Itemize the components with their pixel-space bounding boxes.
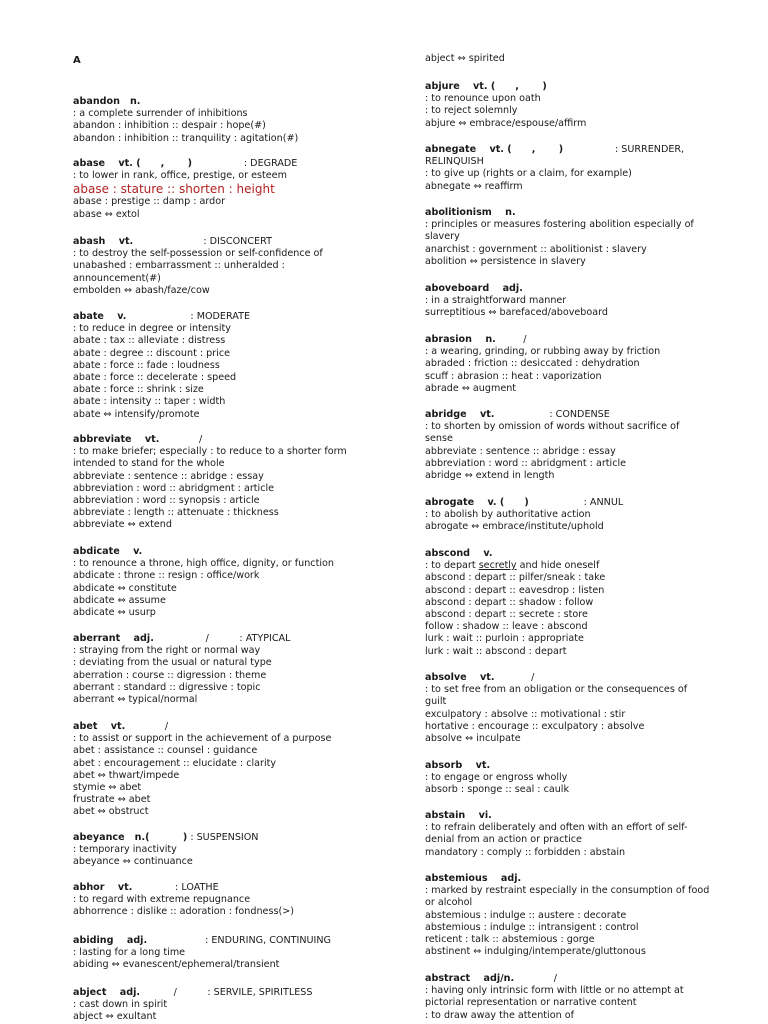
analogy-line: embolden ⇔ abash/faze/cow — [73, 284, 210, 296]
analogy-line: abiding ⇔ evanescent/ephemeral/transient — [73, 959, 280, 971]
headword: abase vt. ( , ) — [73, 158, 193, 169]
definition-line: : having only intrinsic form with little or no attempt at — [425, 985, 684, 997]
analogy-line: abscond : depart :: pilfer/sneak : take — [425, 572, 606, 584]
headword: abbreviate vt. — [73, 434, 160, 445]
analogy-line: denial from an action or practice — [425, 834, 582, 846]
analogy-line: anarchist : government :: abolitionist : slavery — [425, 243, 647, 255]
definition-line: : to engage or engross wholly — [425, 772, 568, 784]
definition-line: : lasting for a long time — [73, 947, 186, 959]
analogy-line: abet : encouragement :: elucidate : clarity — [73, 757, 277, 769]
analogy-line: abbreviation : word :: abridgment : article — [425, 457, 627, 469]
analogy-line: abase : prestige :: damp : ardor — [73, 196, 226, 208]
synonym-tag: : DISCONCERT — [133, 236, 272, 247]
headword: abolitionism n. — [425, 207, 516, 218]
analogy-line: abdicate ⇔ constitute — [73, 582, 177, 594]
definition-line: : to set free from an obligation or the consequences of — [425, 684, 688, 696]
analogy-line: abate : force :: fade : loudness — [73, 359, 220, 371]
synonym-tag: : LOATHE — [132, 882, 219, 893]
analogy-line: abase ⇔ extol — [73, 208, 140, 220]
definition-line: : temporary inactivity — [73, 844, 177, 856]
entry-left-3 — [73, 311, 363, 421]
entry-left-10 — [73, 935, 363, 972]
definition-line: : to regard with extreme repugnance — [73, 894, 251, 906]
analogy-line: abject ⇔ spirited — [425, 53, 505, 64]
analogy-line: abate : intensity :: taper : width — [73, 396, 226, 408]
analogy-line: RELINQUISH — [425, 156, 484, 168]
headword: absorb vt. — [425, 760, 491, 771]
analogy-line: abet ⇔ thwart/impede — [73, 769, 180, 781]
definition-line: : to give up (rights or a claim, for example) — [425, 168, 632, 180]
analogy-line: abbreviate : sentence :: abridge : essay — [425, 445, 616, 457]
definition-line: : marked by restraint especially in the consumption of food — [425, 885, 710, 897]
headword: abate v. — [73, 311, 127, 322]
analogy-line: abbreviation : word :: abridgment : article — [73, 482, 275, 494]
section-letter: A — [73, 55, 81, 66]
entry-right-4 — [425, 283, 745, 320]
entry-right-0 — [425, 53, 745, 65]
entry-left-7 — [73, 721, 363, 819]
definition-line: : to refrain deliberately and often with an effort of self- — [425, 822, 688, 834]
analogy-line: surreptitious ⇔ barefaced/aboveboard — [425, 307, 609, 319]
analogy-line: abbreviate : length :: attenuate : thickness — [73, 507, 279, 519]
analogy-line: pictorial representation or narrative content — [425, 997, 637, 1009]
analogy-line: abhorrence : dislike :: adoration : fondness(>) — [73, 906, 294, 918]
headword: abstemious adj. — [425, 873, 522, 884]
analogy-line: abbreviate : sentence :: abridge : essay — [73, 470, 264, 482]
analogy-line: abstemious : indulge :: austere : decorate — [425, 909, 627, 921]
analogy-line: absorb : sponge :: seal : caulk — [425, 784, 570, 796]
analogy-line: abate ⇔ intensify/promote — [73, 408, 200, 420]
analogy-line: abjure ⇔ embrace/espouse/affirm — [425, 117, 587, 129]
headword: abscond v. — [425, 548, 493, 559]
definition-line: : principles or measures fostering abolition especially of — [425, 219, 694, 231]
analogy-line: abscond : depart :: eavesdrop : listen — [425, 584, 605, 596]
analogy-line: unabashed : embarrassment :: unheralded : — [73, 260, 285, 272]
entry-right-10 — [425, 760, 745, 797]
analogy-line: abrade ⇔ augment — [425, 382, 517, 394]
entry-left-1 — [73, 158, 363, 221]
analogy-line: or alcohol — [425, 897, 473, 909]
analogy-line: abate : tax :: alleviate : distress — [73, 335, 226, 347]
analogy-line: abject ⇔ exultant — [73, 1011, 157, 1023]
analogy-line: abscond : depart :: secrete : store — [425, 609, 588, 621]
definition-line: : to depart secretly and hide oneself — [425, 560, 600, 572]
analogy-line: abscond : depart :: shadow : follow — [425, 596, 594, 608]
analogy-line: announcement(#) — [73, 272, 161, 284]
analogy-line: sense — [425, 433, 453, 445]
definition-line: : a complete surrender of inhibitions — [73, 108, 248, 120]
analogy-line: abrogate ⇔ embrace/institute/uphold — [425, 521, 604, 533]
analogy-line: exculpatory : absolve :: motivational : stir — [425, 708, 626, 720]
synonym-tag: : ENDURING, CONTINUING — [147, 935, 331, 946]
analogy-line: slavery — [425, 231, 460, 243]
analogy-line: guilt — [425, 696, 447, 708]
analogy-line: abandon : inhibition :: tranquility : agitation(#) — [73, 132, 299, 144]
entry-right-1 — [425, 81, 745, 130]
entry-right-9 — [425, 672, 745, 745]
headword: abridge vt. — [425, 409, 495, 420]
analogy-line: abet ⇔ obstruct — [73, 806, 149, 818]
definition-line: : to reduce in degree or intensity — [73, 323, 231, 335]
entry-left-11 — [73, 987, 363, 1024]
analogy-line: abstinent ⇔ indulging/intemperate/gluttonous — [425, 946, 646, 958]
analogy-line: lurk : wait :: purloin : appropriate — [425, 633, 584, 645]
synonym-tag: : SUSPENSION — [187, 832, 259, 843]
analogy-line: aberrant : standard :: digressive : topic — [73, 681, 261, 693]
analogy-line: scuff : abrasion :: heat : vaporization — [425, 370, 602, 382]
definition-line: : to abolish by authoritative action — [425, 509, 591, 521]
definition-line: : to make briefer; especially : to reduce to a shorter form — [73, 446, 347, 458]
analogy-line: follow : shadow :: leave : abscond — [425, 621, 588, 633]
headword: abeyance n.( ) — [73, 832, 188, 843]
synonym-tag: / — [159, 434, 203, 445]
headword: abrogate v. ( ) — [425, 497, 529, 508]
analogy-line: abdicate ⇔ assume — [73, 594, 166, 606]
headword: absolve vt. — [425, 672, 495, 683]
entry-right-12 — [425, 873, 745, 958]
synonym-tag: : ANNUL — [528, 497, 624, 508]
analogy-line: stymie ⇔ abet — [73, 782, 142, 794]
entry-right-5 — [425, 334, 745, 395]
entry-right-6 — [425, 409, 745, 482]
entry-left-9 — [73, 882, 363, 919]
analogy-line: abeyance ⇔ continuance — [73, 856, 193, 868]
entry-left-8 — [73, 832, 363, 869]
analogy-line: absolve ⇔ inculpate — [425, 733, 521, 745]
entry-right-3 — [425, 207, 745, 268]
definition-line: : to draw away the attention of — [425, 1009, 574, 1021]
synonym-tag: / — [494, 672, 535, 683]
analogy-line: abolition ⇔ persistence in slavery — [425, 255, 586, 267]
headword: abstract adj/n. — [425, 973, 515, 984]
analogy-line: intended to stand for the whole — [73, 458, 225, 470]
analogy-line: abbreviate ⇔ extend — [73, 519, 172, 531]
analogy-line: abase : stature :: shorten : height — [73, 182, 275, 197]
analogy-line: abraded : friction :: desiccated : dehydration — [425, 358, 640, 370]
headword: aberrant adj. — [73, 633, 154, 644]
definition-line: : to assist or support in the achievement of a purpose — [73, 733, 332, 745]
synonym-tag: : CONDENSE — [494, 409, 610, 420]
headword: abrasion n. — [425, 334, 496, 345]
synonym-tag: / — [514, 973, 557, 984]
headword: abet vt. — [73, 721, 126, 732]
entry-right-11 — [425, 810, 745, 859]
synonym-tag: / — [495, 334, 527, 345]
analogy-line: lurk : wait :: abscond : depart — [425, 645, 567, 657]
definition-line: : deviating from the usual or natural type — [73, 657, 272, 669]
headword: abash vt. — [73, 236, 134, 247]
analogy-line: reticent : talk :: abstemious : gorge — [425, 934, 595, 946]
analogy-line: mandatory : comply :: forbidden : abstain — [425, 846, 626, 858]
definition-line: : cast down in spirit — [73, 999, 168, 1011]
definition-line: : a wearing, grinding, or rubbing away by friction — [425, 346, 661, 358]
headword: abstain vi. — [425, 810, 492, 821]
analogy-line: abandon : inhibition :: despair : hope(#) — [73, 120, 266, 132]
headword: abiding adj. — [73, 935, 148, 946]
headword: abdicate v. — [73, 546, 143, 557]
analogy-line: abstemious : indulge :: intransigent : control — [425, 921, 639, 933]
analogy-line: abate : force :: shrink : size — [73, 384, 204, 396]
synonym-tag: : MODERATE — [126, 311, 251, 322]
entry-left-5 — [73, 546, 363, 619]
synonym-tag: / : SERVILE, SPIRITLESS — [140, 987, 313, 998]
analogy-line: abet : assistance :: counsel : guidance — [73, 745, 258, 757]
analogy-line: abridge ⇔ extend in length — [425, 470, 555, 482]
synonym-tag: / : ATYPICAL — [153, 633, 291, 644]
headword: abnegate vt. ( , ) — [425, 144, 564, 155]
analogy-line: aberration : course :: digression : theme — [73, 669, 267, 681]
definition-line: : to shorten by omission of words without sacrifice of — [425, 421, 680, 433]
analogy-line: frustrate ⇔ abet — [73, 794, 151, 806]
entry-left-6 — [73, 633, 363, 706]
definition-line: : to lower in rank, office, prestige, or esteem — [73, 170, 287, 182]
definition-line: : to renounce a throne, high office, dignity, or function — [73, 558, 334, 570]
headword: abjure vt. ( , ) — [425, 81, 547, 92]
analogy-line: abdicate : throne :: resign : office/work — [73, 570, 260, 582]
definition-line: : to reject solemnly — [425, 105, 518, 117]
entry-right-8 — [425, 548, 745, 658]
synonym-tag: : SURRENDER, — [563, 144, 685, 155]
entry-right-13 — [425, 973, 745, 1022]
synonym-tag: : DEGRADE — [192, 158, 298, 169]
entry-left-2 — [73, 236, 363, 297]
entry-right-7 — [425, 497, 745, 534]
entry-right-2 — [425, 144, 745, 193]
definition-line: : to renounce upon oath — [425, 93, 541, 105]
analogy-line: aberrant ⇔ typical/normal — [73, 694, 198, 706]
analogy-line: abdicate ⇔ usurp — [73, 607, 156, 619]
headword: aboveboard adj. — [425, 283, 523, 294]
definition-line: : in a straightforward manner — [425, 295, 567, 307]
entry-left-4 — [73, 434, 363, 532]
headword: abhor vt. — [73, 882, 133, 893]
analogy-line: abate : degree :: discount : price — [73, 347, 231, 359]
entry-left-0 — [73, 96, 363, 145]
headword: abject adj. — [73, 987, 141, 998]
synonym-tag: / — [125, 721, 169, 732]
analogy-line: abbreviation : word :: synopsis : article — [73, 495, 260, 507]
analogy-line: abnegate ⇔ reaffirm — [425, 180, 523, 192]
definition-line: : to destroy the self-possession or self-confidence of — [73, 248, 323, 260]
definition-line: : straying from the right or normal way — [73, 645, 261, 657]
analogy-line: hortative : encourage :: exculpatory : absolve — [425, 720, 645, 732]
analogy-line: abate : force :: decelerate : speed — [73, 372, 237, 384]
headword: abandon n. — [73, 96, 141, 107]
